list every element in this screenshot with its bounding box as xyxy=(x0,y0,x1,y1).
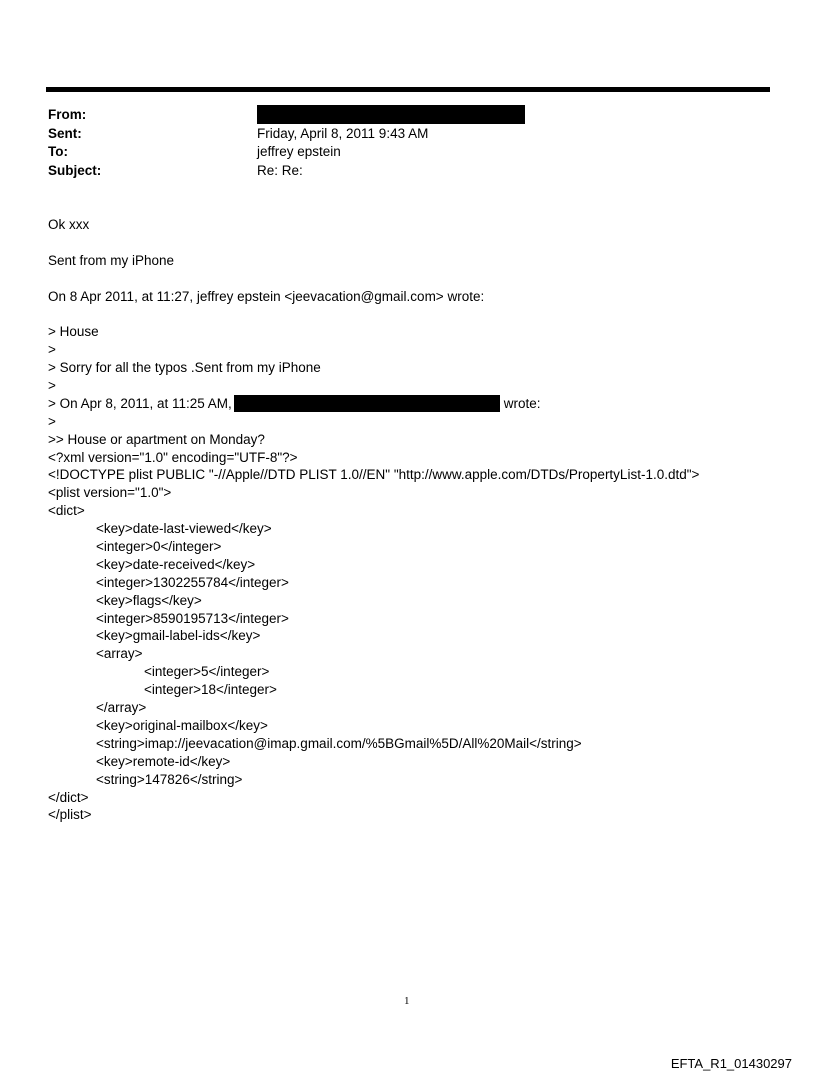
redaction-box xyxy=(234,395,500,412)
redaction-box xyxy=(257,105,525,124)
quoted-line: > Sorry for all the typos .Sent from my iPhone xyxy=(48,360,321,376)
quoted-line: >> House or apartment on Monday? xyxy=(48,431,265,447)
plist-line: <key>original-mailbox</key> xyxy=(96,717,268,733)
plist-line: <plist version="1.0"> xyxy=(48,485,172,501)
quoted-suffix: wrote: xyxy=(503,395,541,411)
plist-line: <string>147826</string> xyxy=(96,771,243,787)
plist-line: </array> xyxy=(96,700,147,716)
signature: Sent from my iPhone xyxy=(48,252,175,268)
plist-line: <key>gmail-label-ids</key> xyxy=(96,628,261,644)
plist-line: </plist> xyxy=(48,807,92,823)
header-rule xyxy=(46,87,770,92)
plist-line: <?xml version="1.0" encoding="UTF-8"?> xyxy=(48,449,298,465)
quoted-line: > xyxy=(48,413,56,429)
plist-line: <key>date-received</key> xyxy=(96,556,256,572)
sent-value: Friday, April 8, 2011 9:43 AM xyxy=(257,125,429,141)
plist-line: <integer>0</integer> xyxy=(96,539,222,555)
plist-line: <key>flags</key> xyxy=(96,592,202,608)
page-number: 1 xyxy=(404,995,410,1007)
quote-intro: On 8 Apr 2011, at 11:27, jeffrey epstein <jeevacation@gmail.com> wrote: xyxy=(48,288,485,304)
to-label: To: xyxy=(48,144,68,159)
plist-line: <integer>1302255784</integer> xyxy=(96,574,289,590)
sent-label: Sent: xyxy=(48,125,82,141)
plist-line: <key>remote-id</key> xyxy=(96,753,231,769)
plist-line: <integer>18</integer> xyxy=(144,682,277,698)
plist-line: <array> xyxy=(96,646,143,662)
plist-line: <integer>8590195713</integer> xyxy=(96,610,289,626)
plist-line: <integer>5</integer> xyxy=(144,664,270,680)
quoted-prefix: > On Apr 8, 2011, at 11:25 AM, xyxy=(48,395,232,411)
document-id: EFTA_R1_01430297 xyxy=(670,1056,792,1071)
quoted-line: > House xyxy=(48,324,99,340)
plist-line: <dict> xyxy=(48,503,85,519)
reply-text: Ok xxx xyxy=(48,217,90,232)
plist-line: <key>date-last-viewed</key> xyxy=(96,521,272,537)
to-value: jeffrey epstein xyxy=(257,144,341,159)
plist-line: <string>imap://jeevacation@imap.gmail.com/%5BGmail%5D/All%20Mail</string> xyxy=(96,735,582,751)
quoted-line-with-redaction xyxy=(48,395,788,413)
from-label: From: xyxy=(48,107,87,122)
plist-line: <!DOCTYPE plist PUBLIC "-//Apple//DTD PLIST 1.0//EN" "http://www.apple.com/DTDs/PropertyList-1.0.dtd"> xyxy=(48,467,700,483)
email-body xyxy=(48,216,788,824)
subject-label: Subject: xyxy=(48,162,102,178)
quoted-line: > xyxy=(48,378,56,394)
subject-value: Re: Re: xyxy=(257,162,303,178)
quoted-line: > xyxy=(48,342,56,358)
plist-line: </dict> xyxy=(48,789,89,805)
